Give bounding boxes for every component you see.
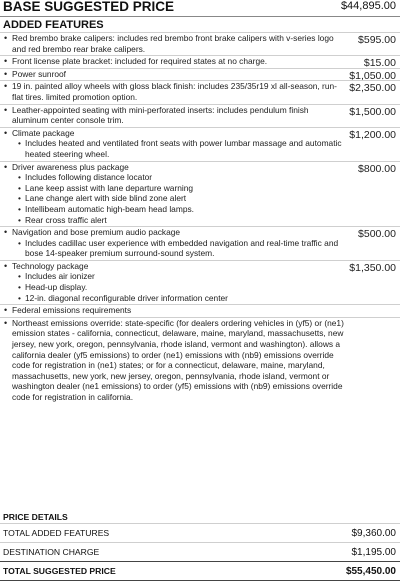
base-price-row — [0, 0, 400, 16]
feature-sub-text: Includes cadillac user experience with embedded navigation and real-time traffic and bose 14-speaker premium surround-sound system. — [25, 237, 339, 259]
feature-sub-text: Lane keep assist with lane departure warning — [25, 182, 194, 193]
bullet-icon: • — [4, 56, 8, 67]
feature-item — [0, 226, 400, 260]
feature-text: Leather-appointed seating with mini-perforated inserts: includes pendulum finish aluminum center console trim. — [12, 104, 309, 126]
added-features-heading: ADDED FEATURES — [3, 19, 104, 31]
feature-sub-text: Head-up display. — [25, 282, 88, 293]
base-price-label: BASE SUGGESTED PRICE — [3, 0, 175, 14]
bullet-icon: • — [4, 317, 8, 328]
total-suggested-price-value: $55,450.00 — [345, 565, 396, 577]
feature-sub-item — [18, 282, 344, 293]
feature-price: $1,050.00 — [349, 69, 396, 82]
feature-sub-item — [18, 138, 344, 159]
feature-item — [0, 32, 400, 55]
feature-price: $1,200.00 — [349, 128, 396, 141]
bullet-icon: • — [18, 193, 21, 204]
total-suggested-price-row — [0, 561, 400, 581]
feature-text: Power sunroof — [12, 68, 66, 79]
feature-text: Technology package — [12, 260, 89, 271]
feature-text: Federal emissions requirements — [12, 305, 132, 316]
feature-sub-item — [18, 238, 344, 259]
feature-sub-text: Lane change alert with side blind zone alert — [25, 193, 187, 204]
bullet-icon: • — [18, 214, 21, 225]
feature-price: $500.00 — [358, 228, 396, 241]
feature-sub-item — [18, 193, 344, 204]
bullet-icon: • — [4, 305, 8, 316]
feature-text: Driver awareness plus package — [12, 161, 129, 172]
base-price-value: $44,895.00 — [340, 0, 396, 12]
feature-sub-list — [12, 238, 344, 259]
feature-sub-text: Includes following distance locator — [25, 172, 153, 183]
feature-price: $1,350.00 — [349, 261, 396, 274]
feature-sub-text: Rear cross traffic alert — [25, 214, 107, 225]
bullet-icon: • — [18, 172, 21, 183]
feature-price: $2,350.00 — [349, 82, 396, 95]
bullet-icon: • — [4, 227, 8, 238]
total-suggested-price-label: TOTAL SUGGESTED PRICE — [3, 566, 116, 576]
feature-sub-item — [18, 215, 344, 226]
destination-charge-row — [0, 542, 400, 561]
total-added-features-row — [0, 523, 400, 542]
feature-list — [0, 32, 400, 404]
total-added-features-value: $9,360.00 — [351, 527, 396, 539]
feature-item — [0, 55, 400, 68]
feature-item — [0, 317, 400, 404]
feature-sub-list — [12, 138, 344, 159]
feature-sub-item — [18, 183, 344, 194]
price-details-heading: PRICE DETAILS — [3, 512, 68, 522]
feature-sub-text: Includes air ionizer — [25, 271, 95, 282]
price-details — [0, 512, 400, 581]
feature-text: Red brembo brake calipers: includes red brembo front brake calipers with v-series logo and red brembo rear brake calipers. — [12, 33, 334, 54]
bullet-icon: • — [4, 127, 8, 138]
feature-sub-text: Intellibeam automatic high-beam head lamps. — [25, 203, 194, 214]
bullet-icon: • — [4, 33, 8, 43]
bullet-icon: • — [4, 260, 8, 271]
bullet-icon: • — [4, 161, 8, 172]
bullet-icon: • — [4, 81, 8, 92]
feature-item — [0, 68, 400, 81]
feature-text: Climate package — [12, 127, 75, 138]
feature-sub-text: Includes heated and ventilated front seats with power lumbar massage and automatic heated steering wheel. — [25, 138, 342, 159]
bullet-icon: • — [18, 182, 21, 193]
destination-charge-value: $1,195.00 — [351, 546, 396, 558]
bullet-icon: • — [18, 203, 21, 214]
total-added-features-label: TOTAL ADDED FEATURES — [3, 528, 110, 538]
feature-text: Front license plate bracket: included for required states at no charge. — [12, 56, 268, 67]
bullet-icon: • — [18, 237, 21, 248]
feature-item — [0, 304, 400, 317]
feature-text: 19 in. painted alloy wheels with gloss black finish: includes 235/35r19 xl all-season, run-flat tires. limited promotion option. — [12, 81, 337, 102]
feature-sub-item — [18, 271, 344, 282]
feature-price: $15.00 — [363, 57, 396, 70]
bullet-icon: • — [18, 292, 21, 303]
feature-text: Navigation and bose premium audio package — [12, 227, 181, 238]
feature-item — [0, 260, 400, 304]
feature-item — [0, 127, 400, 161]
feature-item — [0, 104, 400, 127]
feature-item — [0, 80, 400, 103]
feature-sub-item — [18, 204, 344, 215]
feature-item — [0, 161, 400, 227]
bullet-icon: • — [18, 138, 21, 149]
bullet-icon: • — [18, 271, 21, 282]
feature-price: $800.00 — [358, 162, 396, 175]
feature-price: $1,500.00 — [349, 105, 396, 118]
feature-sub-item — [18, 293, 344, 304]
feature-sub-item — [18, 172, 344, 183]
bullet-icon: • — [4, 104, 8, 115]
bullet-icon: • — [4, 68, 8, 79]
destination-charge-label: DESTINATION CHARGE — [3, 547, 100, 557]
feature-sub-text: 12-in. diagonal reconfigurable driver information center — [25, 292, 228, 303]
feature-sub-list — [12, 271, 344, 303]
feature-sub-list — [12, 172, 344, 225]
feature-text: Northeast emissions override: state-specific (for dealers ordering vehicles in (yf5) or (ne1) emission states - california, connecticut, delaware, maine, maryland, massachusetts, new jersey, new york, oregon, pennsylvania, rhode island, vermont and washington). allows a california dealer (yf5 emissions) to order (ne1) emissions with (nb9) emissions override code for registration in (ne1) states; or for a connecticut, delaware, maine, maryland, massachusetts, new york, new jersey, oregon, pennsylvania, rhode island, vermont or washington dealer (ne1 emissions) to order (yf5) emissions with (nb9) emissions override code for registration in california. — [12, 317, 344, 402]
bullet-icon: • — [18, 282, 21, 293]
feature-price: $595.00 — [358, 34, 396, 46]
